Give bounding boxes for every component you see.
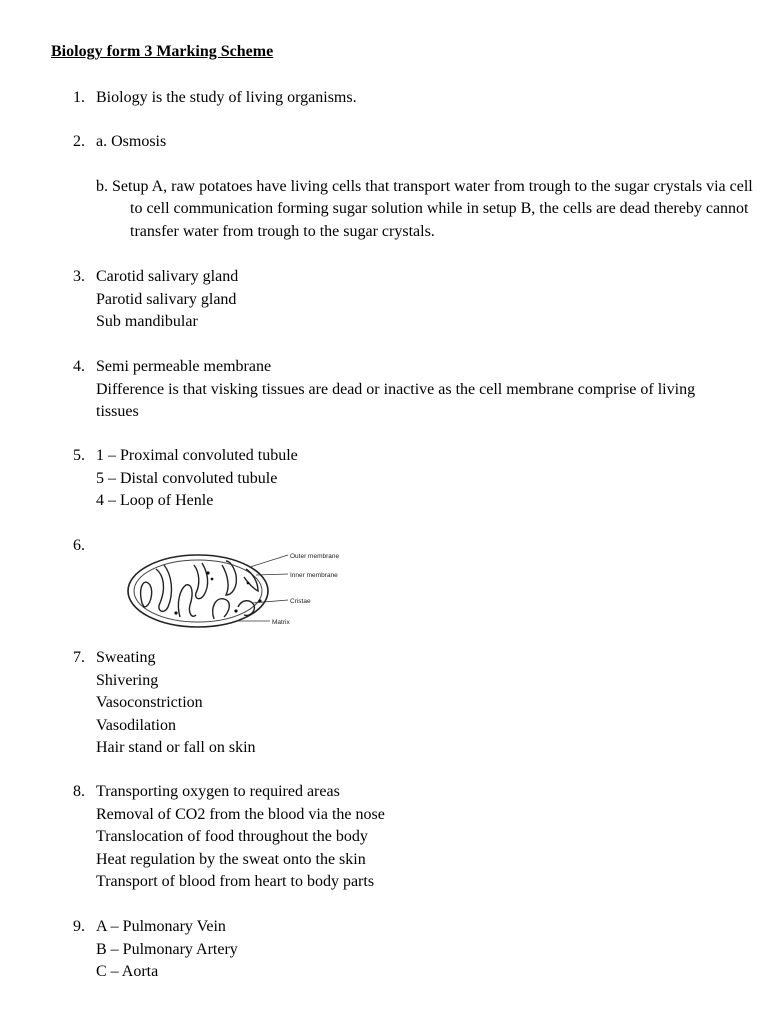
answer-line: Removal of CO2 from the blood via the nose — [96, 805, 385, 823]
answer-line: Sub mandibular — [96, 313, 198, 330]
item-number: 1. — [73, 89, 85, 106]
answer-line: A – Pulmonary Vein — [96, 918, 226, 935]
answer-line: Parotid salivary gland — [96, 290, 237, 308]
item-number: 9. — [73, 918, 85, 935]
answer-line: Biology is the study of living organisms. — [96, 89, 357, 106]
answer-line: 1 – Proximal convoluted tubule — [96, 447, 298, 464]
label-inner-membrane: Inner membrane — [290, 572, 338, 579]
document-title: Biology form 3 Marking Scheme — [51, 43, 274, 60]
mitochondrion-diagram — [120, 545, 352, 635]
answer-paragraph: b. Setup A, raw potatoes have living cells that transport water from trough to the sugar crystals via cell to cell communication forming sugar solution while in setup B, the cells are dead thereby cannot transfer water from trough to the sugar crystals. — [96, 177, 753, 240]
label-matrix: Matrix — [272, 619, 290, 626]
item-number: 5. — [73, 447, 85, 464]
item-number: 3. — [73, 268, 85, 285]
answer-line: Heat regulation by the sweat onto the skin — [96, 850, 366, 868]
answer-line: B – Pulmonary Artery — [96, 940, 238, 958]
answer-line: 5 – Distal convoluted tubule — [96, 469, 278, 487]
answer-line: Vasoconstriction — [96, 694, 203, 711]
answer-line: C – Aorta — [96, 963, 159, 980]
answer-line: Sweating — [96, 649, 156, 666]
answer-line: Shivering — [96, 671, 159, 689]
item-number: 2. — [73, 133, 85, 150]
answer-paragraph: Difference is that visking tissues are dead or inactive as the cell membrane comprise of living tissues — [96, 380, 696, 420]
answer-line: a. Osmosis — [96, 133, 167, 150]
answer-line: Vasodilation — [96, 716, 176, 734]
answer-line: Hair stand or fall on skin — [96, 739, 256, 756]
answer-line: Translocation of food throughout the body — [96, 828, 368, 845]
item-number: 4. — [73, 358, 85, 375]
item-number: 8. — [73, 783, 85, 800]
answer-line: Carotid salivary gland — [96, 268, 239, 285]
answer-line: 4 – Loop of Henle — [96, 492, 214, 509]
item-number: 6. — [73, 537, 85, 554]
label-outer-membrane: Outer membrane — [290, 553, 340, 560]
answer-line: Transporting oxygen to required areas — [96, 783, 340, 800]
label-cristae: Cristae — [290, 598, 311, 605]
answer-line: Semi permeable membrane — [96, 358, 272, 375]
answer-line: Transport of blood from heart to body parts — [96, 873, 375, 890]
item-number: 7. — [73, 649, 85, 666]
